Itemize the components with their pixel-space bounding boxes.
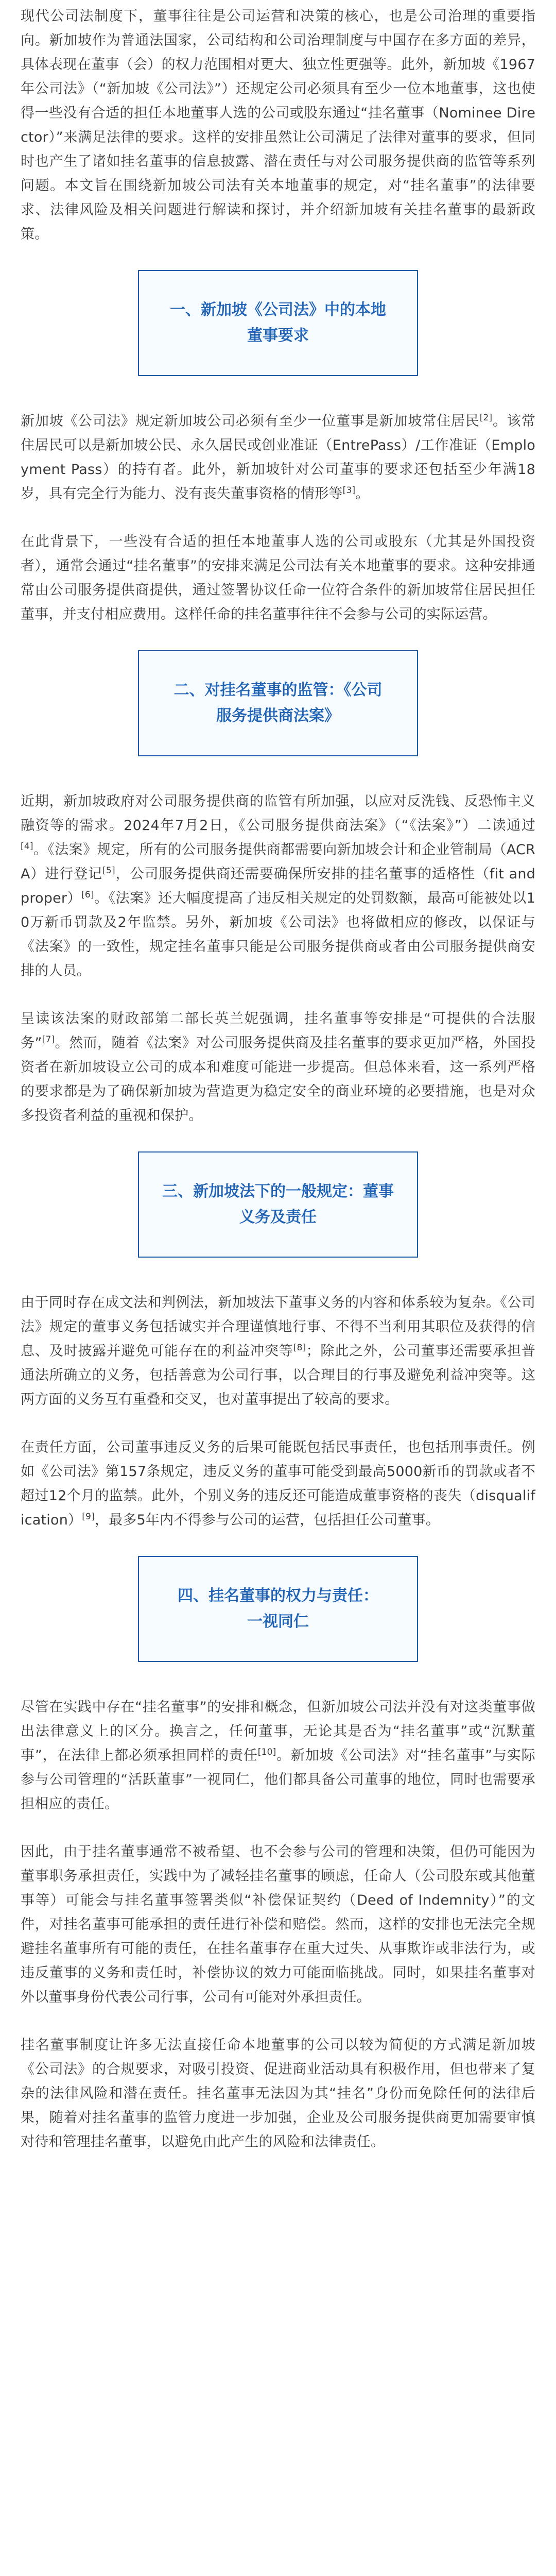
footnote-ref[interactable]: [5]	[102, 865, 115, 876]
section-1-paragraph-2: 在此背景下，一些没有合适的担任本地董事人选的公司或股东（尤其是外国投资者），通常会通过“挂名董事”的安排来满足公司法有关本地董事的要求。这种安排通常由公司服务提供商提供，通过签署协议任命一位符合条件的新加坡常住居民担任董事，并支付相应费用。这样任命的挂名董事往往不会参与公司的实际运营。	[21, 534, 535, 622]
footnote-ref[interactable]: [6]	[81, 889, 94, 900]
footnote-ref[interactable]: [4]	[21, 841, 33, 852]
section-4-paragraph-1: 尽管在实践中存在“挂名董事”的安排和概念，但新加坡公司法并没有对这类董事做出法律意义上的区分。换言之，任何董事，无论其是否为“挂名董事”或“沉默董事”，在法律上都必须承担同样的责任[10]。新加坡《公司法》对“挂名董事”与实际参与公司管理的“活跃董事”一视同仁，他们都具备公司董事的地位，同时也需要承担相应的责任。	[21, 1699, 535, 1812]
section-4-paragraph-2: 因此，由于挂名董事通常不被希望、也不会参与公司的管理和决策，但仍可能因为董事职务承担责任，实践中为了减轻挂名董事的顾虑，任命人（公司股东或其他董事等）可能会与挂名董事签署类似“补偿保证契约（Deed of Indemnity）”的文件，对挂名董事可能承担的责任进行补偿和赔偿。然而，这样的安排也无法完全规避挂名董事所有可能的责任，在挂名董事存在重大过失、从事欺诈或非法行为，或违反董事的义务和责任时，补偿协议的效力可能面临挑战。同时，如果挂名董事对外以董事身份代表公司行事，公司有可能对外承担责任。	[21, 1844, 535, 2005]
footnote-ref[interactable]: [2]	[479, 412, 493, 423]
section-3-paragraph-1: 由于同时存在成文法和判例法，新加坡法下董事义务的内容和体系较为复杂。《公司法》规定的董事义务包括诚实并合理谨慎地行事、不得不当利用其职位及获得的信息、及时披露并避免可能存在的利益冲突等[8]；除此之外，公司董事还需要承担普通法所确立的义务，包括善意为公司行事，以合理目的行事及避免利益冲突等。这两方面的义务互有重叠和交叉，也对董事提出了较高的要求。	[21, 1295, 535, 1408]
section-3-paragraph-2: 在责任方面，公司董事违反义务的后果可能既包括民事责任，也包括刑事责任。例如《公司法》第157条规定，违反义务的董事可能受到最高5000新币的罚款或者不超过12个月的监禁。此外，个别义务的违反还可能造成董事资格的丧失（disqualification）[9]，最多5年内不得参与公司的运营，包括担任公司董事。	[21, 1439, 535, 1528]
footnote-ref[interactable]: [3]	[342, 485, 356, 496]
intro-paragraph: 现代公司法制度下，董事往往是公司运营和决策的核心，也是公司治理的重要指向。新加坡作为普通法国家，公司结构和公司治理制度与中国存在多方面的差异，具体表现在董事（会）的权力范围相对更大、独立性更强等。此外，新加坡《1967年公司法》（“新加坡《公司法》”）还规定公司必须具有至少一位本地董事，这也使得一些没有合适的担任本地董事人选的公司或股东通过“挂名董事（Nominee Director）”来满足法律的要求。这样的安排虽然让公司满足了法律对董事的要求，但同时也产生了诸如挂名董事的信息披露、潜在责任与对公司服务提供商的监管等系列问题。本文旨在围绕新加坡公司法有关本地董事的规定，对“挂名董事”的法律要求、法律风险及相关问题进行解读和探讨，并介绍新加坡有关挂名董事的最新政策。	[21, 8, 535, 242]
footnote-ref[interactable]: [7]	[42, 1034, 55, 1045]
section-1-paragraph-1: 新加坡《公司法》规定新加坡公司必须有至少一位董事是新加坡常住居民[2]。该常住居民可以是新加坡公民、永久居民或创业准证（EntrePass）/工作准证（Employment Pass）的持有者。此外，新加坡针对公司董事的要求还包括至少年满18岁，具有完全行为能力、没有丧失董事资格的情形等[3]。	[21, 412, 535, 502]
section-2-paragraph-2: 呈读该法案的财政部第二部长英兰妮强调，挂名董事等安排是“可提供的合法服务”[7]。然而，随着《法案》对公司服务提供商及挂名董事的要求更加严格，外国投资者在新加坡设立公司的成本和难度可能进一步提高。但总体来看，这一系列严格的要求都是为了确保新加坡为营造更为稳定安全的商业环境的必要措施，也是对众多投资者利益的重视和保护。	[21, 1011, 535, 1124]
section-2-paragraph-1: 近期，新加坡政府对公司服务提供商的监管有所加强，以应对反洗钱、反恐怖主义融资等的需求。2024年7月2日，《公司服务提供商法案》（“《法案》”）二读通过[4]。《法案》规定，所有的公司服务提供商都需要向新加坡会计和企业管制局（ACRA）进行登记[5]，公司服务提供商还需要确保所安排的挂名董事的适格性（fit and proper）[6]。《法案》还大幅度提高了违反相关规定的处罚数额，最高可能被处以10万新币罚款及2年监禁。另外，新加坡《公司法》也将做相应的修改，以保证与《法案》的一致性，规定挂名董事只能是公司服务提供商或者由公司服务提供商安排的人员。	[21, 793, 536, 979]
section-heading-1: 一、新加坡《公司法》中的本地 董事要求	[138, 270, 418, 376]
footnote-ref[interactable]: [9]	[82, 1511, 95, 1522]
footnote-ref[interactable]: [8]	[293, 1342, 306, 1353]
section-heading-3: 三、新加坡法下的一般规定：董事 义务及责任	[138, 1151, 418, 1258]
conclusion-paragraph: 挂名董事制度让许多无法直接任命本地董事的公司以较为简便的方式满足新加坡《公司法》的合规要求，对吸引投资、促进商业活动具有积极作用，但也带来了复杂的法律风险和潜在责任。挂名董事无法因为其“挂名”身份而免除任何的法律后果，随着对挂名董事的监管力度进一步加强，企业及公司服务提供商更加需要审慎对待和管理挂名董事，以避免由此产生的风险和法律责任。	[21, 2037, 535, 2150]
section-heading-2: 二、对挂名董事的监管：《公司 服务提供商法案》	[138, 650, 418, 756]
section-heading-4: 四、挂名董事的权力与责任： 一视同仁	[138, 1556, 418, 1662]
footnote-ref[interactable]: [10]	[257, 1747, 276, 1757]
